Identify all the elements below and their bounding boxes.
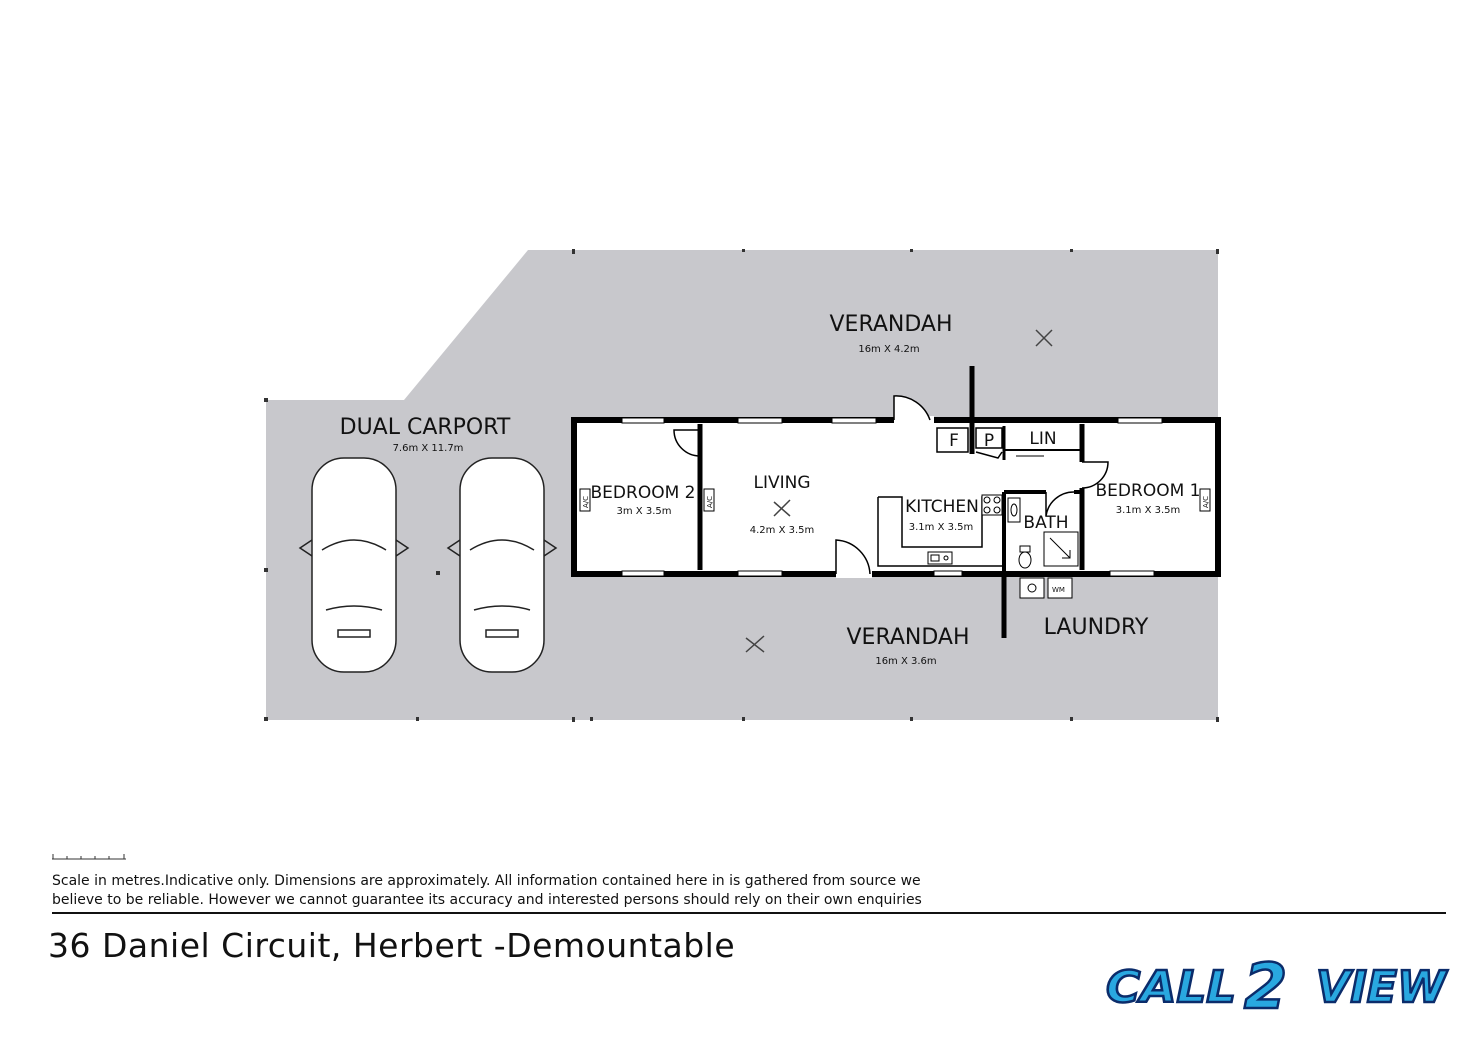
bedroom1-dims: 3.1m X 3.5m xyxy=(1115,505,1181,516)
logo-call: CALL xyxy=(1106,962,1236,1013)
ac-label-bed1: A/C xyxy=(1202,495,1210,508)
sink-icon xyxy=(928,552,952,564)
bedroom2-label: BEDROOM 2 xyxy=(590,483,696,503)
laundry-label: LAUNDRY xyxy=(1043,615,1149,640)
carport-dims: 7.6m X 11.7m xyxy=(392,443,464,454)
living-label: LIVING xyxy=(753,473,811,493)
washing-machine-label: WM xyxy=(1052,586,1065,594)
fridge-label: F xyxy=(949,431,959,451)
bath-label: BATH xyxy=(1023,513,1069,533)
bedroom2-dims: 3m X 3.5m xyxy=(616,506,672,517)
carport-label: DUAL CARPORT xyxy=(339,415,511,440)
call2view-logo xyxy=(1104,952,1450,1016)
verandah-bottom-label: VERANDAH xyxy=(846,625,970,650)
verandah-top-label: VERANDAH xyxy=(829,312,953,337)
logo-2: 2 xyxy=(1244,952,1288,1016)
verandah-top-dims: 16m X 4.2m xyxy=(858,344,920,355)
kitchen-dims: 3.1m X 3.5m xyxy=(908,522,974,533)
kitchen-label: KITCHEN xyxy=(905,497,979,517)
property-address: 36 Daniel Circuit, Herbert -Demountable xyxy=(48,926,736,965)
logo-view: VIEW xyxy=(1316,962,1449,1013)
bedroom1-label: BEDROOM 1 xyxy=(1095,481,1201,501)
shower-icon xyxy=(1044,532,1078,566)
disclaimer-line-2: believe to be reliable. However we cannot guarantee its accuracy and interested persons should rely on their own enquiries xyxy=(52,892,922,908)
divider-rule xyxy=(52,912,1446,914)
stove-icon xyxy=(982,495,1002,515)
ac-label-bed2: A/C xyxy=(582,495,590,508)
verandah-bottom-dims: 16m X 3.6m xyxy=(875,656,937,667)
scale-bar xyxy=(52,852,126,860)
toilet-icon xyxy=(1019,546,1031,568)
pantry-label: P xyxy=(983,431,995,451)
disclaimer xyxy=(52,872,952,910)
living-dims: 4.2m X 3.5m xyxy=(749,525,815,536)
ac-label-living: A/C xyxy=(706,495,714,508)
basin-icon xyxy=(1008,498,1020,522)
disclaimer-line-1: Scale in metres.Indicative only. Dimensions are approximately. All information contained here in is gathered from source we xyxy=(52,873,921,889)
linen-label: LIN xyxy=(1029,429,1057,449)
